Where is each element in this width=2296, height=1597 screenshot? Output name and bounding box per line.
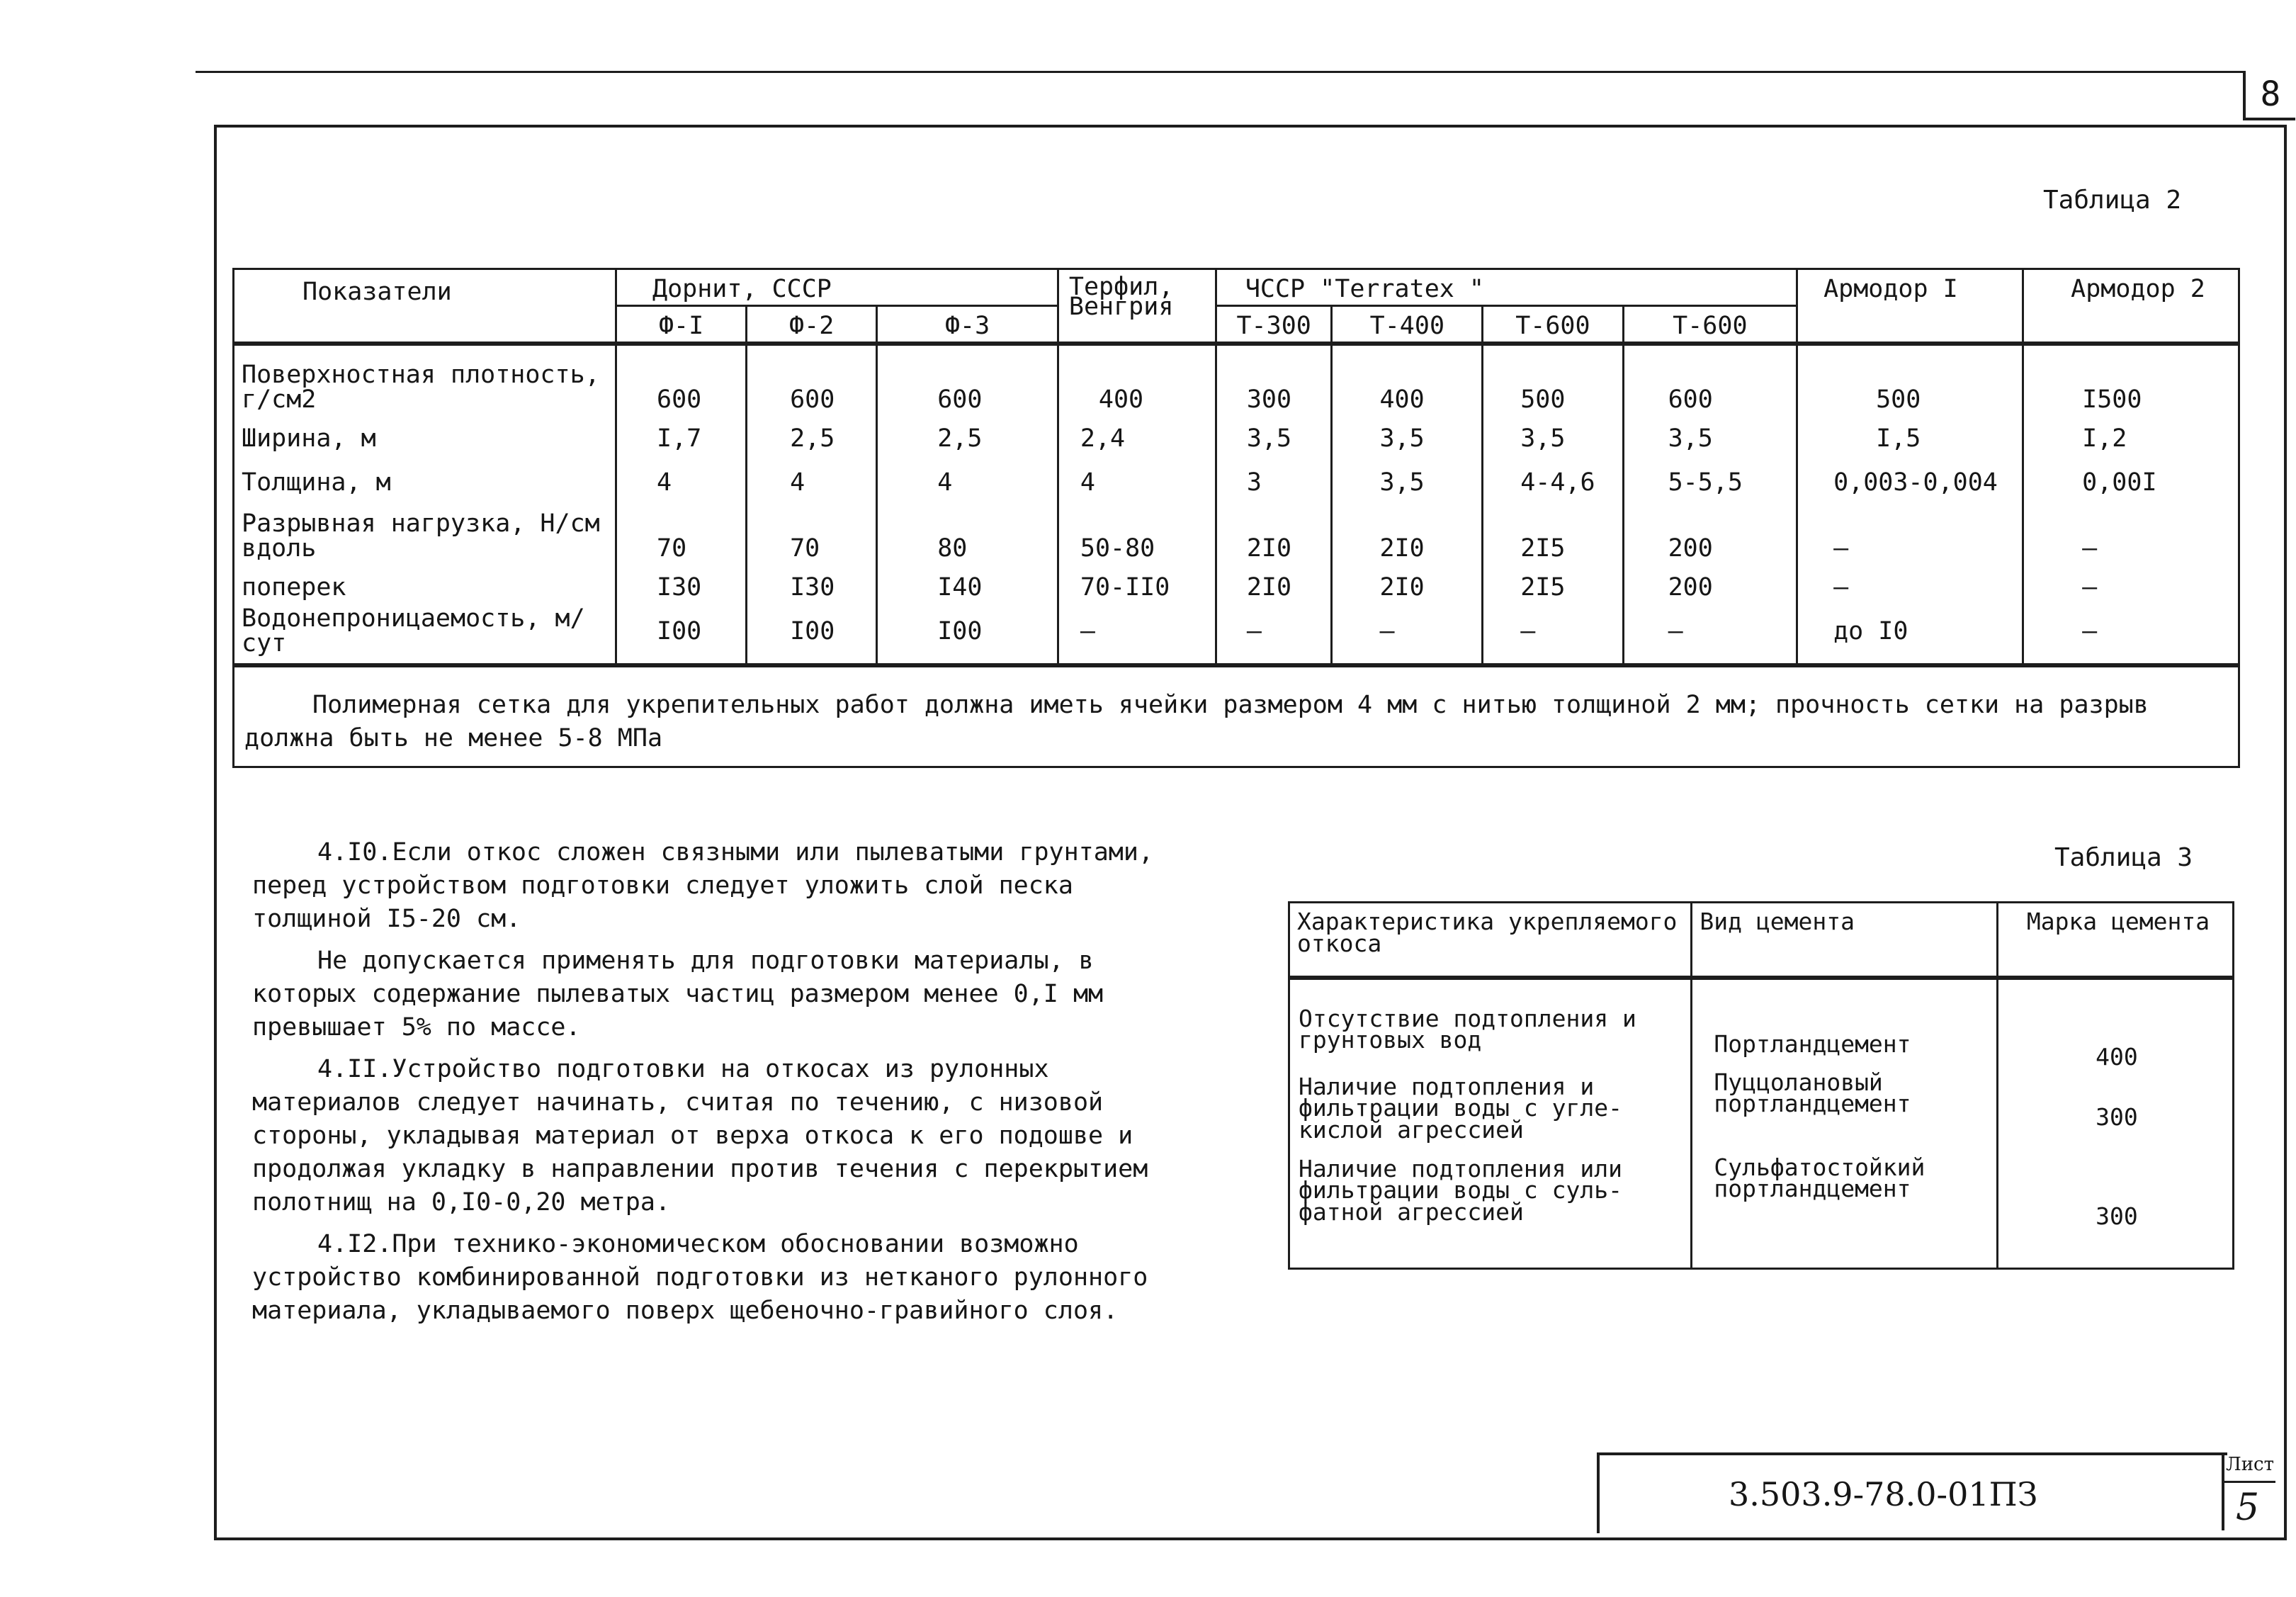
header-indicators: Показатели <box>234 269 616 344</box>
table-3 <box>1288 901 2234 1270</box>
column-t300 <box>1216 344 1332 665</box>
cell: I00 <box>657 616 702 645</box>
cell: – <box>1668 616 1683 645</box>
header-cement-grade: Марка цемента <box>1997 903 2233 978</box>
cell: 600 <box>657 385 702 414</box>
cell: – <box>1520 616 1536 645</box>
cell: 2I5 <box>1520 534 1566 563</box>
row-label: Разрывная нагрузка, Н/см вдоль <box>242 509 600 563</box>
cell: I,7 <box>657 424 702 453</box>
cell: 400 <box>2096 1042 2138 1071</box>
cell: 70 <box>657 534 687 563</box>
cell: 600 <box>790 385 835 414</box>
row-labels <box>234 344 616 665</box>
column-cement-type <box>1692 978 1997 1269</box>
cell: 400 <box>1098 385 1144 414</box>
cell: – <box>2082 572 2098 602</box>
column-t600b <box>1623 344 1797 665</box>
cell: I00 <box>937 616 983 645</box>
sheet-divider <box>2222 1481 2275 1483</box>
column-t600a <box>1483 344 1623 665</box>
page-number-text: 8 <box>2260 74 2281 114</box>
cell: I30 <box>657 572 702 602</box>
cell: Сульфатостойкий портландцемент <box>1714 1153 1925 1203</box>
cell: Наличие подтопления и фильтрации воды с угле- кислой агрессией <box>1299 1073 1622 1144</box>
column-f2 <box>747 344 877 665</box>
cell: 500 <box>1520 385 1566 414</box>
paragraph-4-10-b: Не допускается применять для подготовки материалы, в которых содержание пылеватых частиц размером менее 0,I мм превышает 5% по массе. <box>252 947 1104 1042</box>
header-cement-type: Вид цемента <box>1692 903 1997 978</box>
cell: 2,5 <box>790 424 835 453</box>
table3-caption: Таблица 3 <box>2054 843 2193 872</box>
cell: – <box>1080 616 1095 645</box>
column-terfil <box>1058 344 1216 665</box>
cell: – <box>1379 616 1395 645</box>
cell: 500 <box>1876 385 1921 414</box>
subheader-f3: Ф-3 <box>877 306 1058 344</box>
subheader-t400: Т-400 <box>1332 306 1483 344</box>
cell: 70-II0 <box>1080 572 1170 602</box>
cell: Портландцемент <box>1714 1030 1911 1058</box>
cell: 50-80 <box>1080 534 1155 563</box>
cell: 300 <box>2096 1202 2138 1230</box>
table2-note <box>234 665 2239 767</box>
cell: 4 <box>790 468 805 497</box>
cell: 2I0 <box>1379 572 1425 602</box>
paragraph-4-10: 4.I0.Если откос сложен связными или пылеватыми грунтами, перед устройством подготовки следует уложить слой песка толщиной I5-20 см. <box>252 838 1154 933</box>
column-t400 <box>1332 344 1483 665</box>
cell: 2I0 <box>1379 534 1425 563</box>
cell: 70 <box>790 534 820 563</box>
cell: – <box>1833 534 1849 563</box>
table2-note-text: Полимерная сетка для укрепительных работ должна иметь ячейки размером 4 мм с нитью толщиной 2 мм; прочность сетки на разрыв должна быть не менее 5-8 МПа <box>244 691 2149 753</box>
paragraph-4-11: 4.II.Устройство подготовки на откосах из рулонных материалов следует начинать, считая по течению, с низовой стороны, укладывая материал от верха откоса к его подошве и продолжая укладку в направлении против течения с перекрытием полотнищ на 0,I0-0,20 метра. <box>252 1055 1148 1217</box>
cell: 4 <box>937 468 953 497</box>
column-cement-grade <box>1997 978 2233 1269</box>
cell: 3,5 <box>1668 424 1713 453</box>
column-armodor1 <box>1797 344 2023 665</box>
cell: до I0 <box>1833 616 1908 645</box>
cell: 2I0 <box>1246 572 1292 602</box>
cell: 3 <box>1246 468 1262 497</box>
body-text <box>252 836 1166 1328</box>
column-armodor2 <box>2023 344 2239 665</box>
row-label: Поверхностная плотность, г/см2 <box>242 361 600 414</box>
cell: 4 <box>1080 468 1095 497</box>
paragraph-4-12: 4.I2.При технико-экономическом обосновании возможно устройство комбинированной подготовки из нетканого рулонного материала, укладываемого поверх щебеночно-гравийного слоя. <box>252 1230 1148 1325</box>
cell: I30 <box>790 572 835 602</box>
cell: 600 <box>1668 385 1713 414</box>
cell: 600 <box>937 385 983 414</box>
row-label: Толщина, м <box>242 468 391 497</box>
cell: I00 <box>790 616 835 645</box>
cell: Наличие подтопления или фильтрации воды с суль- фатной агрессией <box>1299 1155 1622 1226</box>
header-characteristic: Характеристика укрепляемого откоса <box>1289 903 1692 978</box>
subheader-f1: Ф-I <box>616 306 747 344</box>
header-terratex: ЧССР "Terratex " <box>1216 269 1797 306</box>
cell: 2I5 <box>1520 572 1566 602</box>
cell: 2I0 <box>1246 534 1292 563</box>
cell: 4 <box>657 468 672 497</box>
column-f1 <box>616 344 747 665</box>
cell: 2,4 <box>1080 424 1126 453</box>
cell: 400 <box>1379 385 1425 414</box>
cell: 80 <box>937 534 968 563</box>
cell: 3,5 <box>1379 468 1425 497</box>
cell: – <box>2082 534 2098 563</box>
row-label: поперек <box>242 572 346 602</box>
cell: 5-5,5 <box>1668 468 1743 497</box>
cell: Отсутствие подтопления и грунтовых вод <box>1299 1005 1636 1054</box>
cell: 3,5 <box>1246 424 1292 453</box>
table-2 <box>232 268 2240 768</box>
column-characteristic <box>1289 978 1692 1269</box>
cell: 0,003-0,004 <box>1833 468 1998 497</box>
row-label: Ширина, м <box>242 424 376 453</box>
subheader-f2: Ф-2 <box>747 306 877 344</box>
cell: 200 <box>1668 534 1713 563</box>
cell: 3,5 <box>1379 424 1425 453</box>
top-rule <box>196 71 2243 73</box>
subheader-t300: Т-300 <box>1216 306 1332 344</box>
cell: I,2 <box>2082 424 2127 453</box>
row-label: Водонепроницаемость, м/сут <box>242 604 585 658</box>
cell: 0,00I <box>2082 468 2157 497</box>
cell: Пуццолановый портландцемент <box>1714 1068 1911 1118</box>
document-code: 3.503.9-78.0-01ПЗ <box>1729 1475 2038 1513</box>
cell: 300 <box>1246 385 1292 414</box>
cell: I40 <box>937 572 983 602</box>
cell: 4-4,6 <box>1520 468 1595 497</box>
cell: 2,5 <box>937 424 983 453</box>
table2-caption: Таблица 2 <box>2043 186 2182 215</box>
header-dornit: Дорнит, СССР <box>616 269 1058 306</box>
cell: – <box>1833 572 1849 602</box>
cell: I500 <box>2082 385 2142 414</box>
cell: I,5 <box>1876 424 1921 453</box>
header-terfil: Терфил, Венгрия <box>1058 269 1216 344</box>
sheet-number: 5 <box>2236 1486 2260 1529</box>
cell: 300 <box>2096 1102 2138 1131</box>
subheader-t600b: Т-600 <box>1623 306 1797 344</box>
cell: 200 <box>1668 572 1713 602</box>
sheet-label: Лист <box>2226 1454 2274 1475</box>
header-armodor2: Армодор 2 <box>2023 269 2239 344</box>
header-armodor1: Армодор I <box>1797 269 2023 344</box>
page-number <box>2243 71 2295 120</box>
cell: – <box>2082 616 2098 645</box>
cell: – <box>1246 616 1262 645</box>
subheader-t600a: Т-600 <box>1483 306 1623 344</box>
cell: 3,5 <box>1520 424 1566 453</box>
column-f3 <box>877 344 1058 665</box>
